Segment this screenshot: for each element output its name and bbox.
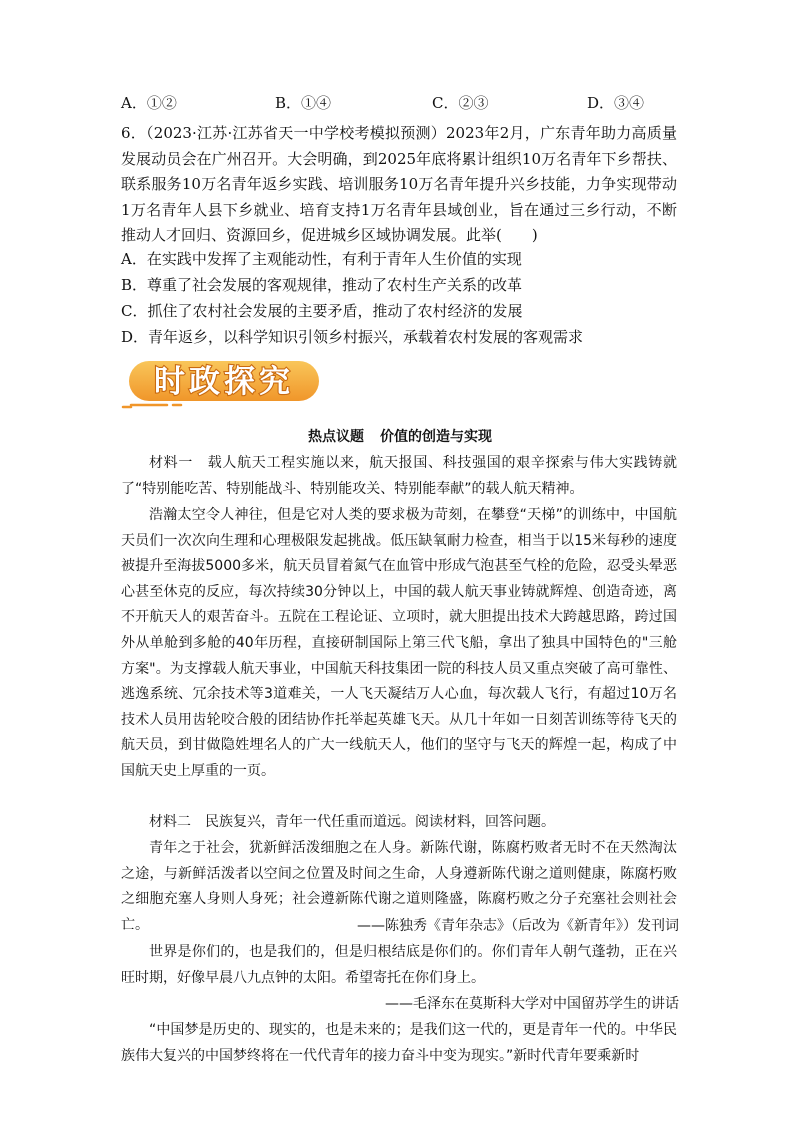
choice-a[interactable]: A．在实践中发挥了主观能动性，有利于青年人生价值的实现	[121, 250, 522, 268]
topic-title: 价值的创造与实现	[380, 429, 492, 445]
option-letter: D．	[587, 94, 615, 112]
previous-question-options	[121, 92, 681, 116]
question-6-stem: 6．（2023·江苏·江苏省天一中学校考模拟预测）2023年2月，广东青年助力高质量发展动员会在广州召开。大会明确，到2025年底将累计组织10万名青年下乡帮扶、联系服务10万名青年返乡实践、培训服务10万名青年提升兴乡技能，力争实现带动1万名青年人县下乡就业、培育支持1万名青年县域创业，旨在通过三乡行动，不断推动人才回归、资源回乡，促进城乡区域协调发展。此举( )	[121, 124, 677, 245]
quote-1-source: ——陈独秀《青年杂志》（后改为《新青年》）发刊词	[357, 918, 679, 934]
material-1-intro: 材料一 载人航天工程实施以来，航天报国、科技强国的艰辛探索与伟大实践铸就了“特别能吃苦、特别能战斗、特别能攻关、特别能奉献”的载人航天精神。	[121, 455, 677, 497]
material-2-quote-2: 世界是你们的，也是我们的，但是归根结底是你们的。你们青年人朝气蓬勃，正在兴旺时期，好像早晨八九点钟的太阳。希望寄托在你们身上。	[121, 944, 677, 986]
topic-label: 热点议题	[308, 429, 364, 445]
section-banner	[121, 357, 321, 409]
option-b[interactable]	[275, 92, 331, 113]
option-text: ②③	[458, 94, 489, 112]
option-text: ①④	[301, 94, 332, 112]
banner-text: 时政探究	[154, 364, 294, 400]
choice-b[interactable]: B．尊重了社会发展的客观规律，推动了农村生产关系的改革	[121, 276, 523, 294]
option-text: ①②	[146, 94, 177, 112]
material-1-body: 浩瀚太空令人神往，但是它对人类的要求极为苛刻，在攀登“天梯”的训练中，中国航天员们一次次向生理和心理极限发起挑战。低压缺氧耐力检查，相当于以15米每秒的速度被提升至海拔5000多米，航天员冒着氮气在血管中形成气泡甚至气栓的危险，忍受头晕恶心甚至休克的反应，每次持续30分钟以上，中国的载人航天事业铸就辉煌、创造奇迹，离不开航天人的艰苦奋斗。五院在工程论证、立项时，就大胆提出技术大跨越思路，跨过国外从单舱到多舱的40年历程，直接研制国际上第三代飞船，拿出了独具中国特色的"三舱方案"。为支撑载人航天事业，中国航天科技集团一院的科技人员又重点突破了高可靠性、逃逸系统、冗余技术等3道难关，一人飞天凝结万人心血，每次载人飞行，有超过10万名技术人员用齿轮咬合般的团结协作托举起英雄飞天。从几十年如一日刻苦训练等待飞天的航天员，到甘做隐姓埋名人的广大一线航天人，他们的坚守与飞天的辉煌一起，构成了中国航天史上厚重的一页。	[121, 507, 677, 779]
option-text: ③④	[614, 94, 645, 112]
quote-2-source: ——毛泽东在莫斯科大学对中国留苏学生的讲话	[385, 996, 679, 1012]
material-2-intro: 材料二 民族复兴，青年一代任重而道远。阅读材料，回答问题。	[149, 814, 555, 830]
option-c[interactable]	[432, 92, 489, 113]
choice-d[interactable]: D．青年返乡，以科学知识引领乡村振兴，承载着农村发展的客观需求	[121, 328, 584, 346]
material-2-quote-1: 青年之于社会，犹新鲜活泼细胞之在人身。新陈代谢，陈腐朽败者无时不在天然淘汰之途，与新鲜活泼者以空间之位置及时间之生命，人身遵新陈代谢之道则健康，陈腐朽败之细胞充塞人身则人身死；社会遵新陈代谢之道则隆盛，陈腐朽败之分子充塞社会则社会亡。	[121, 840, 677, 933]
topic-heading	[0, 426, 800, 446]
material-2-quote-3: “中国梦是历史的、现实的，也是未来的；是我们这一代的，更是青年一代的。中华民族伟大复兴的中国梦终将在一代代青年的接力奋斗中变为现实。”新时代青年要乘新时	[121, 1022, 677, 1064]
option-letter: A．	[121, 94, 147, 112]
option-letter: B．	[275, 94, 302, 112]
option-a[interactable]	[121, 92, 177, 113]
option-letter: C．	[432, 94, 459, 112]
option-d[interactable]	[587, 92, 644, 113]
choice-c[interactable]: C．抓住了农村社会发展的主要矛盾，推动了农村经济的发展	[121, 302, 523, 320]
